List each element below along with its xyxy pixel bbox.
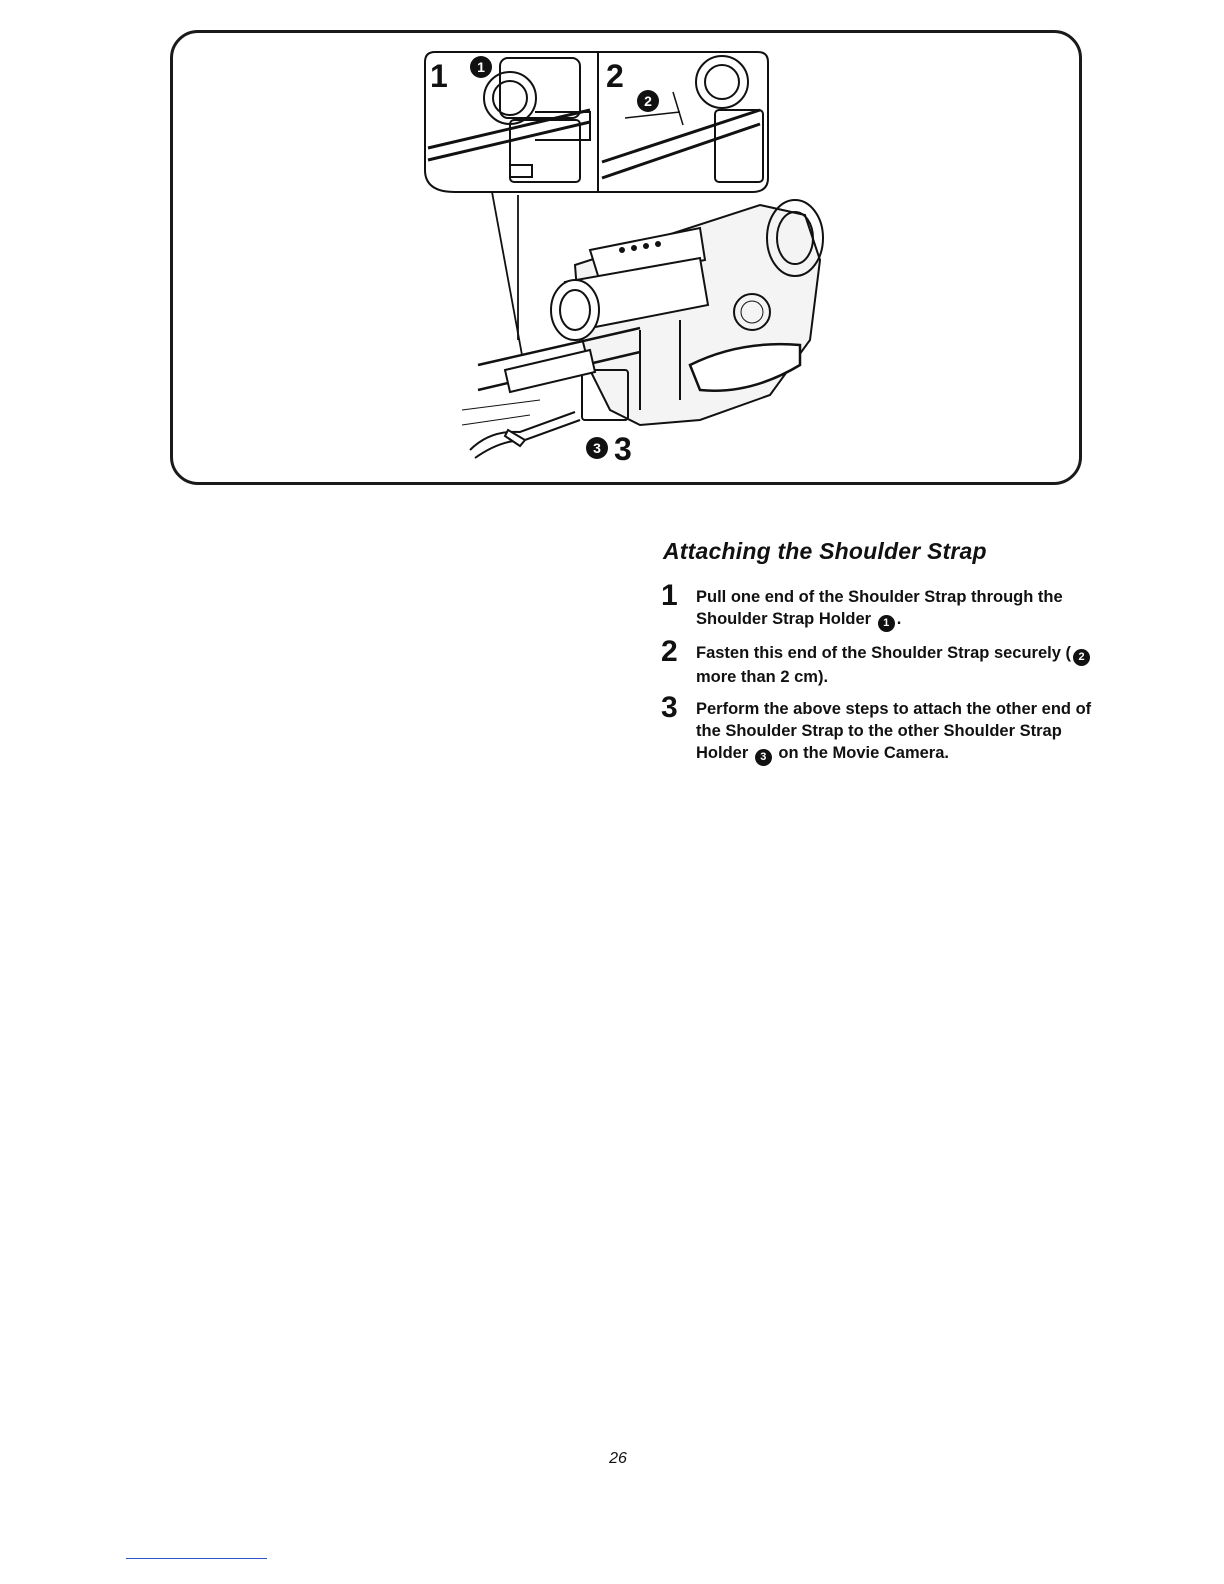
step-text: Pull one end of the Shoulder Strap through the Shoulder Strap Holder 1 . [696, 582, 1101, 632]
callout-2-icon: 2 [1073, 649, 1090, 666]
instruction-step [661, 635, 1101, 688]
instruction-step [661, 691, 1101, 766]
step-text: Fasten this end of the Shoulder Strap securely ( 2 more than 2 cm). [696, 638, 1101, 688]
callout-3-icon: 3 [755, 749, 772, 766]
page-number: 26 [609, 1450, 627, 1467]
step-text: Perform the above steps to attach the other end of the Shoulder Strap to the other Shoulder Strap Holder 3 on the Movie Camera. [696, 694, 1101, 766]
step-number: 1 [661, 579, 678, 612]
footer-rule [126, 1558, 267, 1559]
section-title: Attaching the Shoulder Strap [663, 538, 987, 564]
step-number: 3 [661, 691, 678, 724]
instruction-steps [661, 579, 1101, 772]
callout-1-icon: 1 [878, 615, 895, 632]
step-number: 2 [661, 635, 678, 668]
figure-callout-1: 1 [470, 56, 492, 78]
instruction-step [661, 579, 1101, 632]
figure-callout-3: 3 [586, 437, 608, 459]
figure-step-tag-1: 1 [430, 58, 448, 94]
figure-step-tag-2: 2 [606, 58, 624, 94]
figure-callout-2: 2 [637, 90, 659, 112]
inset-step-1 [425, 52, 598, 192]
figure-step-tag-3: 3 [614, 431, 632, 467]
camera-main-view [551, 200, 823, 425]
